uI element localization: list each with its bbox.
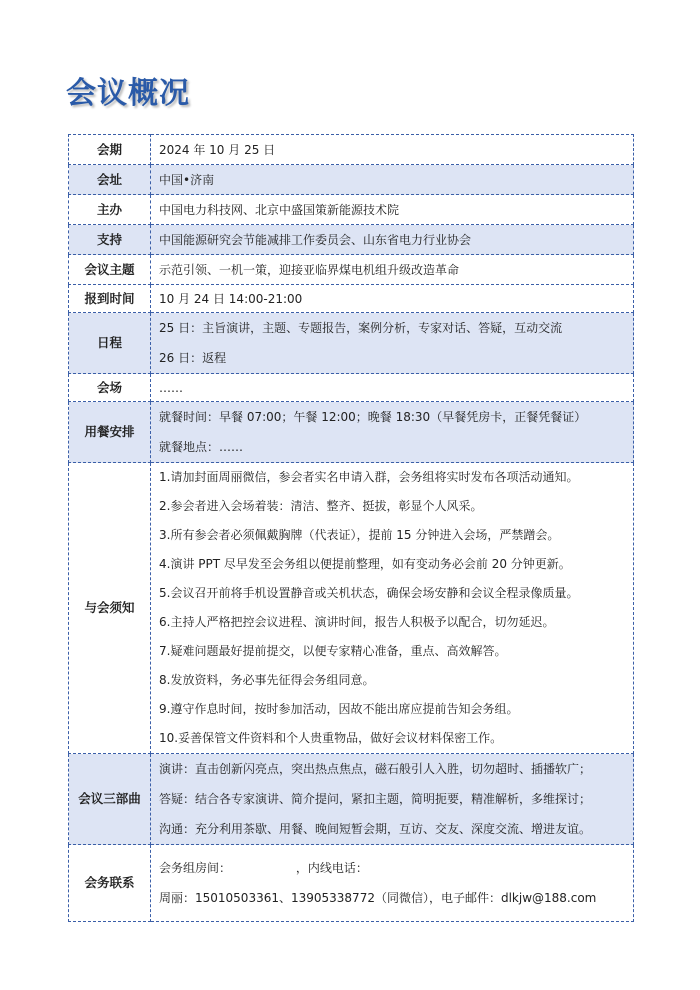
row-label: 主办 xyxy=(69,195,151,225)
value-line: 示范引领、一机一策，迎接亚临界煤电机组升级改造革命 xyxy=(159,262,460,277)
value-line: 25 日：主旨演讲，主题、专题报告，案例分析，专家对话、答疑，互动交流 xyxy=(159,321,563,335)
page-title: 会议概况 xyxy=(66,76,190,111)
row-organizer xyxy=(69,195,634,225)
value-line: 中国能源研究会节能减排工作委员会、山东省电力行业协会 xyxy=(159,232,472,247)
value-line: 10 月 24 日 14:00-21:00 xyxy=(159,291,303,306)
value-line: 沟通：充分利用茶歇、用餐、晚间短暂会期，互访、交友、深度交流、增进友谊。 xyxy=(159,822,592,836)
note-item: 5.会议召开前将手机设置静音或关机状态，确保会场安静和会议全程录像质量。 xyxy=(159,586,579,600)
row-label: 会议三部曲 xyxy=(69,754,151,845)
value-line: 就餐地点：…… xyxy=(159,440,244,454)
contact-line: 周丽：15010503361、13905338772（同微信），电子邮件：dlkjw@188.com xyxy=(159,891,597,905)
row-dining xyxy=(69,402,634,463)
row-contact xyxy=(69,845,634,922)
row-label: 会议主题 xyxy=(69,255,151,285)
row-value xyxy=(151,165,634,195)
row-value xyxy=(151,463,634,754)
row-value xyxy=(151,313,634,374)
row-attendee-notes xyxy=(69,463,634,754)
value-line: 26 日：返程 xyxy=(159,351,227,365)
row-venue-city xyxy=(69,165,634,195)
row-schedule xyxy=(69,313,634,374)
row-dates xyxy=(69,135,634,165)
row-value xyxy=(151,374,634,402)
note-item: 6.主持人严格把控会议进程、演讲时间，报告人积极予以配合，切勿延迟。 xyxy=(159,615,555,629)
row-value xyxy=(151,135,634,165)
note-item: 1.请加封面周丽微信，参会者实名申请入群，会务组将实时发布各项活动通知。 xyxy=(159,470,579,484)
row-label: 会务联系 xyxy=(69,845,151,922)
value-line: 答疑：结合各专家演讲、简介提问，紧扣主题，简明扼要，精准解析，多维探讨； xyxy=(159,792,592,806)
row-label: 会期 xyxy=(69,135,151,165)
value-line: …… xyxy=(159,380,183,395)
row-label: 会址 xyxy=(69,165,151,195)
row-value xyxy=(151,195,634,225)
row-label: 会场 xyxy=(69,374,151,402)
note-item: 9.遵守作息时间，按时参加活动，因故不能出席应提前告知会务组。 xyxy=(159,702,519,716)
row-value xyxy=(151,225,634,255)
row-label: 支持 xyxy=(69,225,151,255)
row-value xyxy=(151,255,634,285)
row-value xyxy=(151,754,634,845)
note-item: 10.妥善保管文件资料和个人贵重物品，做好会议材料保密工作。 xyxy=(159,731,503,745)
row-label: 用餐安排 xyxy=(69,402,151,463)
row-label: 报到时间 xyxy=(69,285,151,313)
value-line: 会务组房间： ，内线电话： xyxy=(159,861,368,875)
row-value xyxy=(151,845,634,922)
note-item: 8.发放资料，务必事先征得会务组同意。 xyxy=(159,673,375,687)
row-supporter xyxy=(69,225,634,255)
row-theme xyxy=(69,255,634,285)
row-label: 与会须知 xyxy=(69,463,151,754)
row-meeting-room xyxy=(69,374,634,402)
value-line: 中国电力科技网、北京中盛国策新能源技术院 xyxy=(159,202,400,217)
value-line: 就餐时间：早餐 07:00；午餐 12:00；晚餐 18:30（早餐凭房卡，正餐凭餐证） xyxy=(159,410,587,424)
note-item: 3.所有参会者必须佩戴胸牌（代表证），提前 15 分钟进入会场，严禁蹭会。 xyxy=(159,528,560,542)
row-value xyxy=(151,285,634,313)
note-item: 7.疑难问题最好提前提交，以便专家精心准备，重点、高效解答。 xyxy=(159,644,507,658)
row-three-steps xyxy=(69,754,634,845)
conference-info-table xyxy=(68,134,634,922)
value-line: 2024 年 10 月 25 日 xyxy=(159,142,276,157)
row-label: 日程 xyxy=(69,313,151,374)
note-item: 4.演讲 PPT 尽早发至会务组以便提前整理，如有变动务必会前 20 分钟更新。 xyxy=(159,557,571,571)
row-value xyxy=(151,402,634,463)
row-checkin xyxy=(69,285,634,313)
value-line: 演讲：直击创新闪亮点，突出热点焦点，磁石般引人入胜，切勿超时、插播软广； xyxy=(159,762,592,776)
value-line: 中国•济南 xyxy=(159,172,215,187)
note-item: 2.参会者进入会场着装：清洁、整齐、挺拔，彰显个人风采。 xyxy=(159,499,483,513)
